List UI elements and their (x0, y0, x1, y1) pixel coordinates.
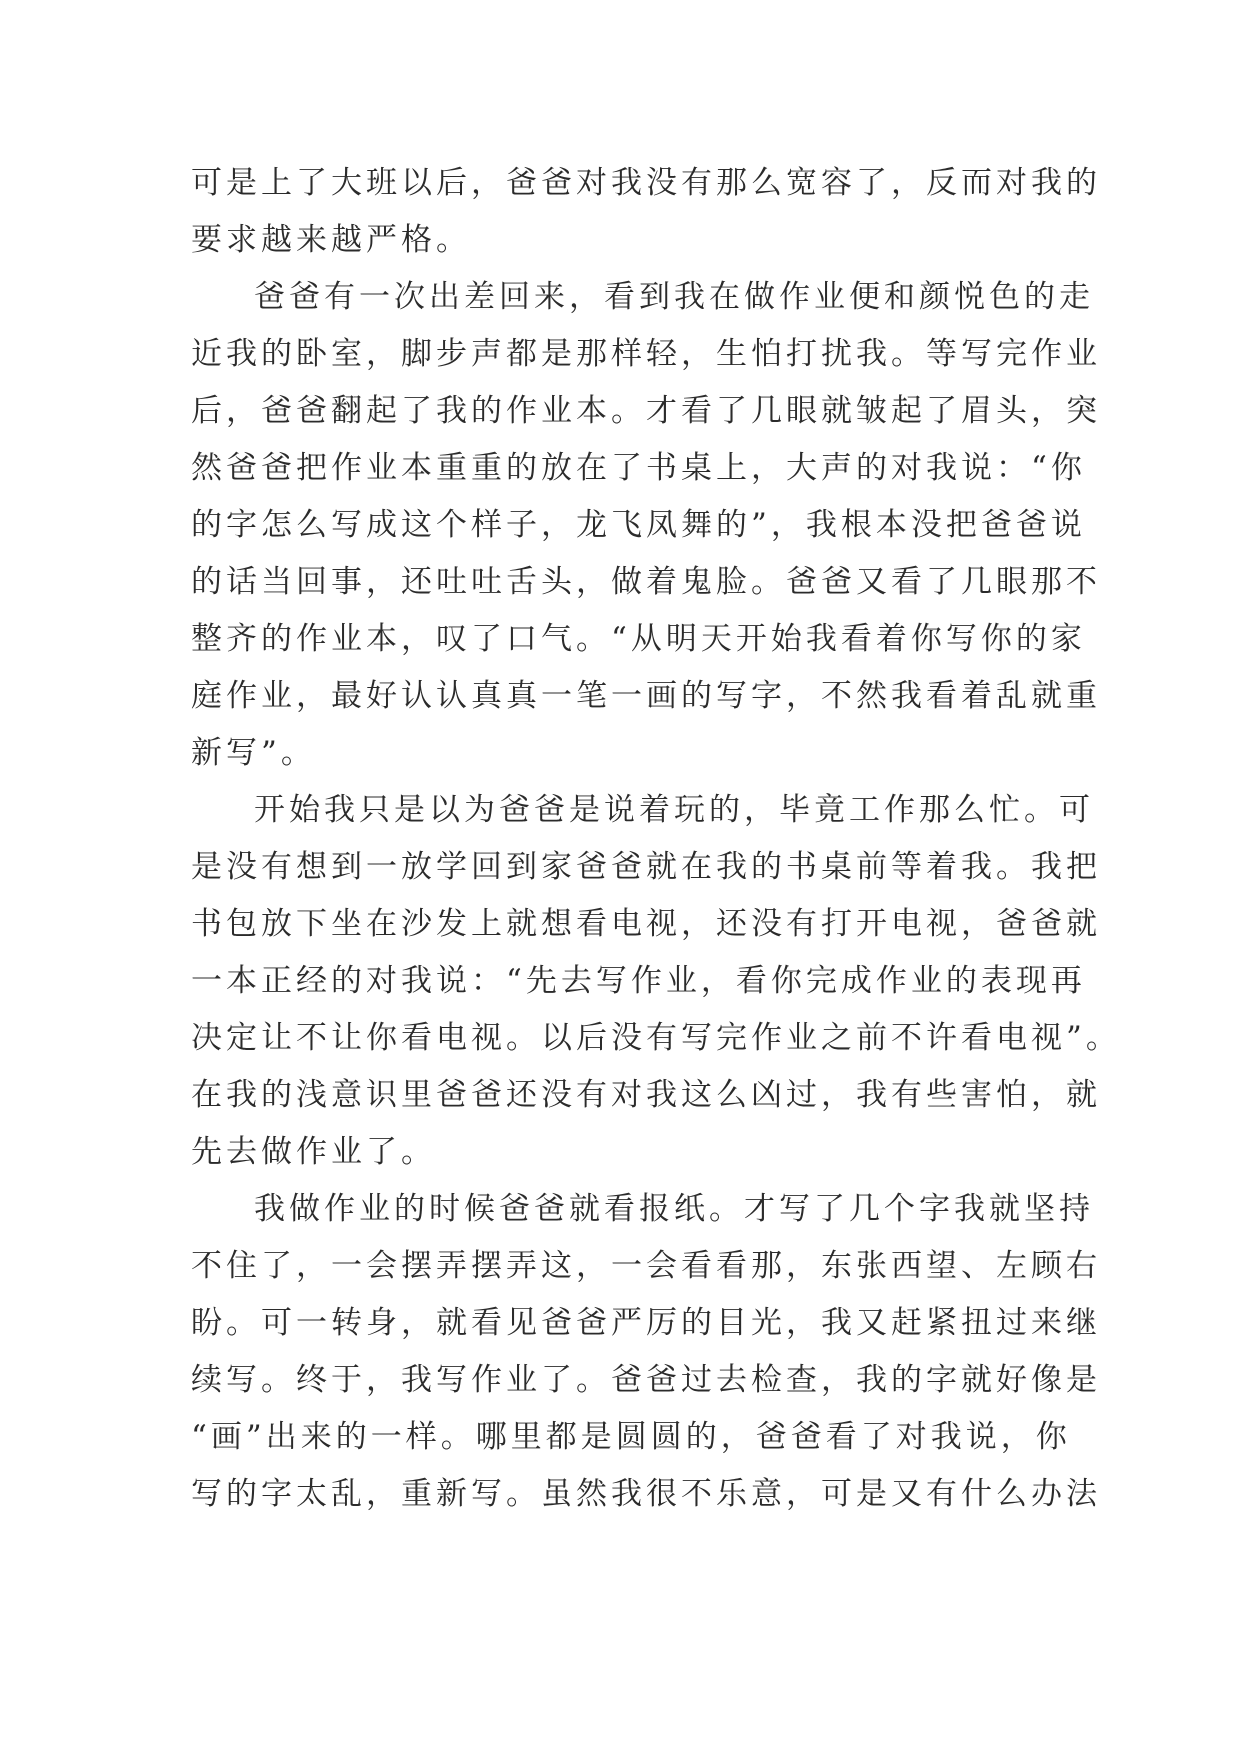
text-line: “画”出来的一样。哪里都是圆圆的，爸爸看了对我说，你 (191, 1419, 1071, 1455)
text-line: 新写”。 (191, 735, 316, 771)
text-line: 一本正经的对我说：“先去写作业，看你完成作业的表现再 (191, 963, 1086, 999)
text-line: 可是上了大班以后，爸爸对我没有那么宽容了，反而对我的 (191, 165, 1101, 201)
text-line: 的字怎么写成这个样子，龙飞凤舞的”，我根本没把爸爸说 (191, 507, 1086, 543)
text-line: 先去做作业了。 (191, 1134, 436, 1170)
text-line: 爸爸有一次出差回来，看到我在做作业便和颜悦色的走 (254, 279, 1094, 315)
text-line: 盼。可一转身，就看见爸爸严厉的目光，我又赶紧扭过来继 (191, 1305, 1101, 1341)
text-line: 庭作业，最好认认真真一笔一画的写字，不然我看着乱就重 (191, 678, 1101, 714)
text-line: 后，爸爸翻起了我的作业本。才看了几眼就皱起了眉头，突 (191, 393, 1101, 429)
text-line: 整齐的作业本，叹了口气。“从明天开始我看着你写你的家 (191, 621, 1086, 657)
text-line: 在我的浅意识里爸爸还没有对我这么凶过，我有些害怕，就 (191, 1077, 1101, 1113)
text-line: 写的字太乱，重新写。虽然我很不乐意，可是又有什么办法 (191, 1476, 1101, 1512)
text-line: 然爸爸把作业本重重的放在了书桌上，大声的对我说：“你 (191, 450, 1086, 486)
text-line: 我做作业的时候爸爸就看报纸。才写了几个字我就坚持 (254, 1191, 1094, 1227)
text-line: 续写。终于，我写作业了。爸爸过去检查，我的字就好像是 (191, 1362, 1101, 1398)
text-line: 是没有想到一放学回到家爸爸就在我的书桌前等着我。我把 (191, 849, 1101, 885)
text-line: 开始我只是以为爸爸是说着玩的，毕竟工作那么忙。可 (254, 792, 1094, 828)
text-line: 要求越来越严格。 (191, 222, 471, 258)
text-line: 的话当回事，还吐吐舌头，做着鬼脸。爸爸又看了几眼那不 (191, 564, 1101, 600)
text-line: 不住了，一会摆弄摆弄这，一会看看那，东张西望、左顾右 (191, 1248, 1101, 1284)
text-line: 近我的卧室，脚步声都是那样轻，生怕打扰我。等写完作业 (191, 336, 1101, 372)
text-line: 决定让不让你看电视。以后没有写完作业之前不许看电视”。 (191, 1020, 1121, 1056)
text-line: 书包放下坐在沙发上就想看电视，还没有打开电视，爸爸就 (191, 906, 1101, 942)
